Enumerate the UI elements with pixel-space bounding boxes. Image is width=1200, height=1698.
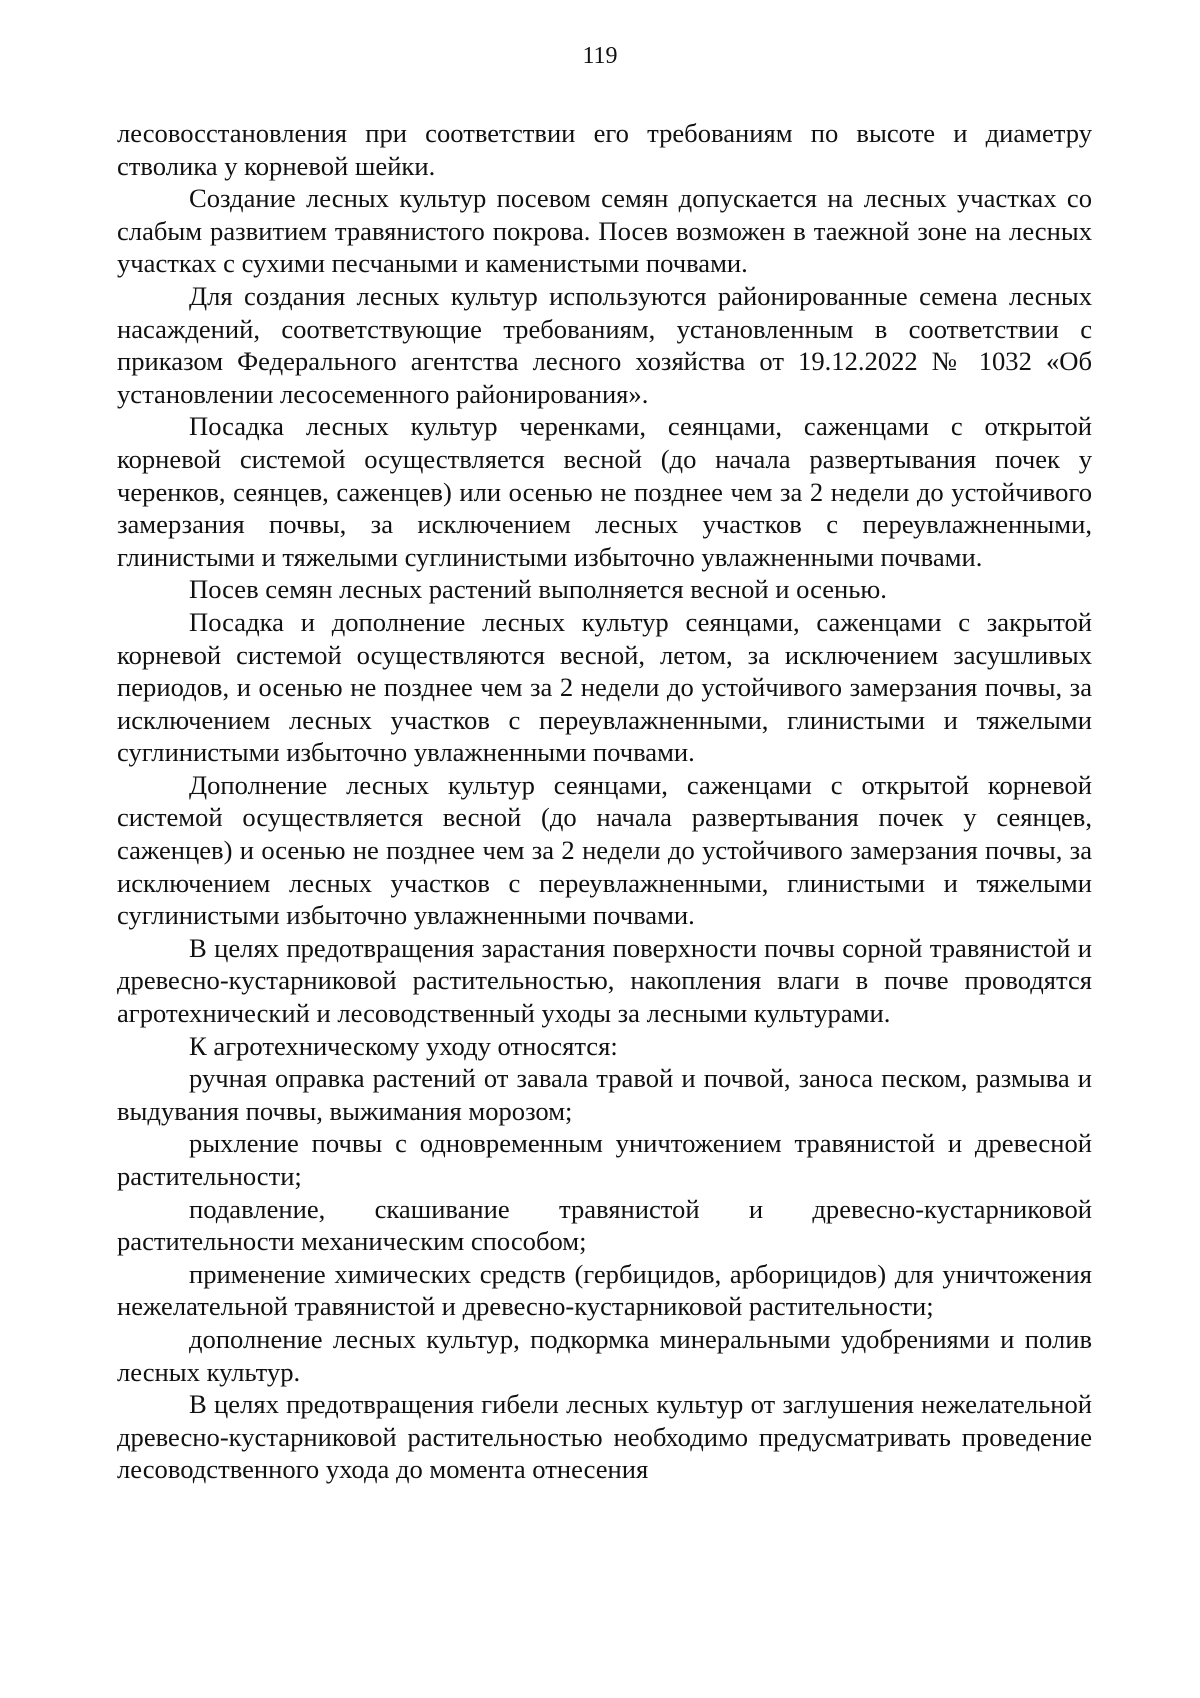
paragraph: Создание лесных культур посевом семян допускается на лесных участках со слабым развитием травянистого покрова. Посев возможен в таежной зоне на лесных участках с сухими песчаными и каменистыми почвами. xyxy=(117,183,1092,279)
page-number: 119 xyxy=(582,43,618,69)
paragraph-continuation: лесовосстановления при соответствии его требованиям по высоте и диаметру стволика у корневой шейки. xyxy=(117,118,1092,181)
paragraph: В целях предотвращения гибели лесных культур от заглушения нежелательной древесно-кустарниковой растительностью необходимо предусматривать проведение лесоводственного ухода до момента отнесения xyxy=(117,1389,1092,1485)
paragraph: Посадка лесных культур черенками, сеянцами, саженцами с открытой корневой системой осуществляется весной (до начала развертывания почек у черенков, сеянцев, саженцев) или осенью не позднее чем за 2 недели до устойчивого замерзания почвы, за исключением лесных участков с переувлажненными, глинистыми и тяжелыми суглинистыми избыточно увлажненными почвами. xyxy=(117,411,1092,572)
list-item: подавление, скашивание травянистой и древесно-кустарниковой растительности механическим способом; xyxy=(117,1193,1092,1257)
document-body xyxy=(117,117,1092,1486)
paragraph: К агротехническому уходу относятся: xyxy=(189,1030,618,1061)
list-item: применение химических средств (гербицидов, арборицидов) для уничтожения нежелательной травянистой и древесно-кустарниковой растительности; xyxy=(117,1258,1092,1322)
paragraph: Посев семян лесных растений выполняется весной и осенью. xyxy=(189,574,887,605)
list-item: рыхление почвы с одновременным уничтожением травянистой и древесной растительности; xyxy=(117,1128,1092,1191)
paragraph: Для создания лесных культур используются районированные семена лесных насаждений, соответствующие требованиям, установленным в соответствии с приказом Федерального агентства лесного хозяйства от 19.12.2022 № 1032 «Об установлении лесосеменного районирования». xyxy=(117,280,1092,409)
list-item: ручная оправка растений от завала травой и почвой, заноса песком, размыва и выдувания почвы, выжимания морозом; xyxy=(117,1063,1092,1126)
list-item: дополнение лесных культур, подкормка минеральными удобрениями и полив лесных культур. xyxy=(117,1323,1092,1387)
paragraph: Дополнение лесных культур сеянцами, саженцами с открытой корневой системой осуществляется весной (до начала развертывания почек у сеянцев, саженцев) и осенью не позднее чем за 2 недели до устойчивого замерзания почвы, за исключением лесных участков с переувлажненными, глинистыми и тяжелыми суглинистыми избыточно увлажненными почвами. xyxy=(117,769,1092,931)
paragraph: Посадка и дополнение лесных культур сеянцами, саженцами с закрытой корневой системой осуществляются весной, летом, за исключением засушливых периодов, и осенью не позднее чем за 2 недели до устойчивого замерзания почвы, за исключением лесных участков с переувлажненными, глинистыми и тяжелыми суглинистыми избыточно увлажненными почвами. xyxy=(117,606,1092,768)
paragraph: В целях предотвращения зарастания поверхности почвы сорной травянистой и древесно-кустарниковой растительностью, накопления влаги в почве проводятся агротехнический и лесоводственный уходы за лесными культурами. xyxy=(117,932,1092,1029)
